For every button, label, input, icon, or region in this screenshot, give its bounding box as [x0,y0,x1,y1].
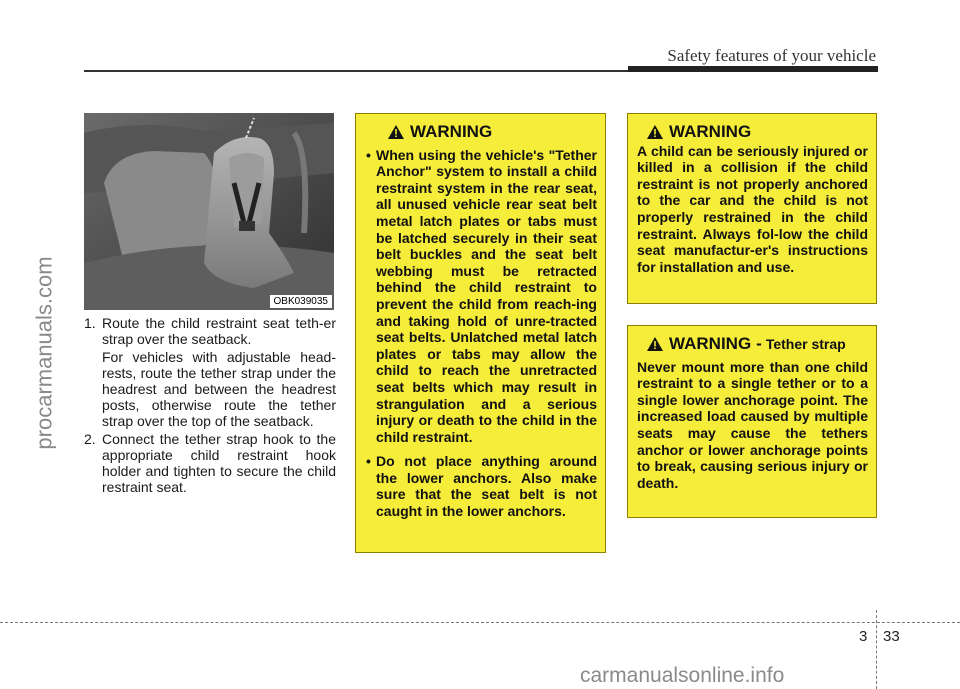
warning-box-tether-anchor [355,113,606,553]
warning-item-text: Do not place anything around the lower anchors. Also make sure that the seat belt is not caught in the lower anchors. [376,453,597,520]
warning-title: WARNING [410,122,493,141]
warning-triangle-icon [647,337,663,351]
footer-rule [0,622,960,623]
warning-triangle-icon [388,125,404,139]
page-number: 33 [883,628,900,645]
warning-header [637,336,868,353]
bullet: • [366,453,371,470]
section-title: Safety features of your vehicle [667,46,876,65]
footer-divider [876,610,877,689]
step-2 [84,431,336,495]
warning-triangle-icon [647,125,663,139]
bottom-watermark: carmanualsonline.info [580,664,785,687]
warning-text: Never mount more than one child restraint to a single tether or to a single lower anchorage point. The increased load caused by multiple seats may cause the tethers anchor or lower anchorage points to break, causing serious injury or death. [637,358,868,491]
warning-item-text: When using the vehicle's "Tether Anchor" system to install a child restraint system in the rear seat, all unused vehicle rear seat belt metal latch plates or tabs must be latched securely in their seat belt buckles and the seat belt webbing must be retracted behind the child restraint to prevent the child from reach-ing and taking hold of unre-tracted seat belts. Unlatched metal latch plates or tabs may allow the child to reach the unretracted seat belts which may result in strangulation and a serious injury or death to the child in the child restraint. [376,146,597,445]
warning-subtitle: Tether strap [765,336,846,352]
warning-box-child-restraint [627,113,877,304]
warning-text: A child can be seriously injured or killed in a collision if the child restraint is not properly anchored to the car and the child is not properly restrained in the child restraint. Always fol-low the child seat manufactur-er's instructions for installation and use. [637,142,868,275]
step-1 [84,315,336,347]
rear-seat-child-restraint-illustration [84,113,334,310]
warning-list [366,147,597,520]
warning-title: WARNING [669,334,752,353]
instruction-steps [84,315,336,495]
warning-box-tether-strap [627,325,877,518]
step-1-note: For vehicles with adjustable head-rests, route the tether strap under the headrest and between the headrest posts, otherwise route the tether strap over the top of the seatback. [102,349,336,429]
step-text: Route the child restraint seat teth-er strap over the seatback. [102,315,336,347]
warning-item [366,147,597,446]
side-watermark: procarmanuals.com [31,256,57,450]
child-seat-image [84,113,334,310]
warning-header [366,124,597,141]
chapter-number: 3 [859,628,868,645]
step-number: 2. [84,431,96,447]
warning-title: WARNING [669,122,752,141]
header-rule [84,70,628,72]
step-number: 1. [84,315,96,331]
bullet: • [366,146,371,163]
warning-item [366,453,597,519]
image-code-label: OBK039035 [270,295,333,308]
warning-title-dash: - [756,334,762,353]
step-text: Connect the tether strap hook to the appropriate child restraint hook holder and tighten to secure the child restraint seat. [102,431,336,495]
warning-header [637,124,868,141]
header-rule-accent [628,66,878,72]
